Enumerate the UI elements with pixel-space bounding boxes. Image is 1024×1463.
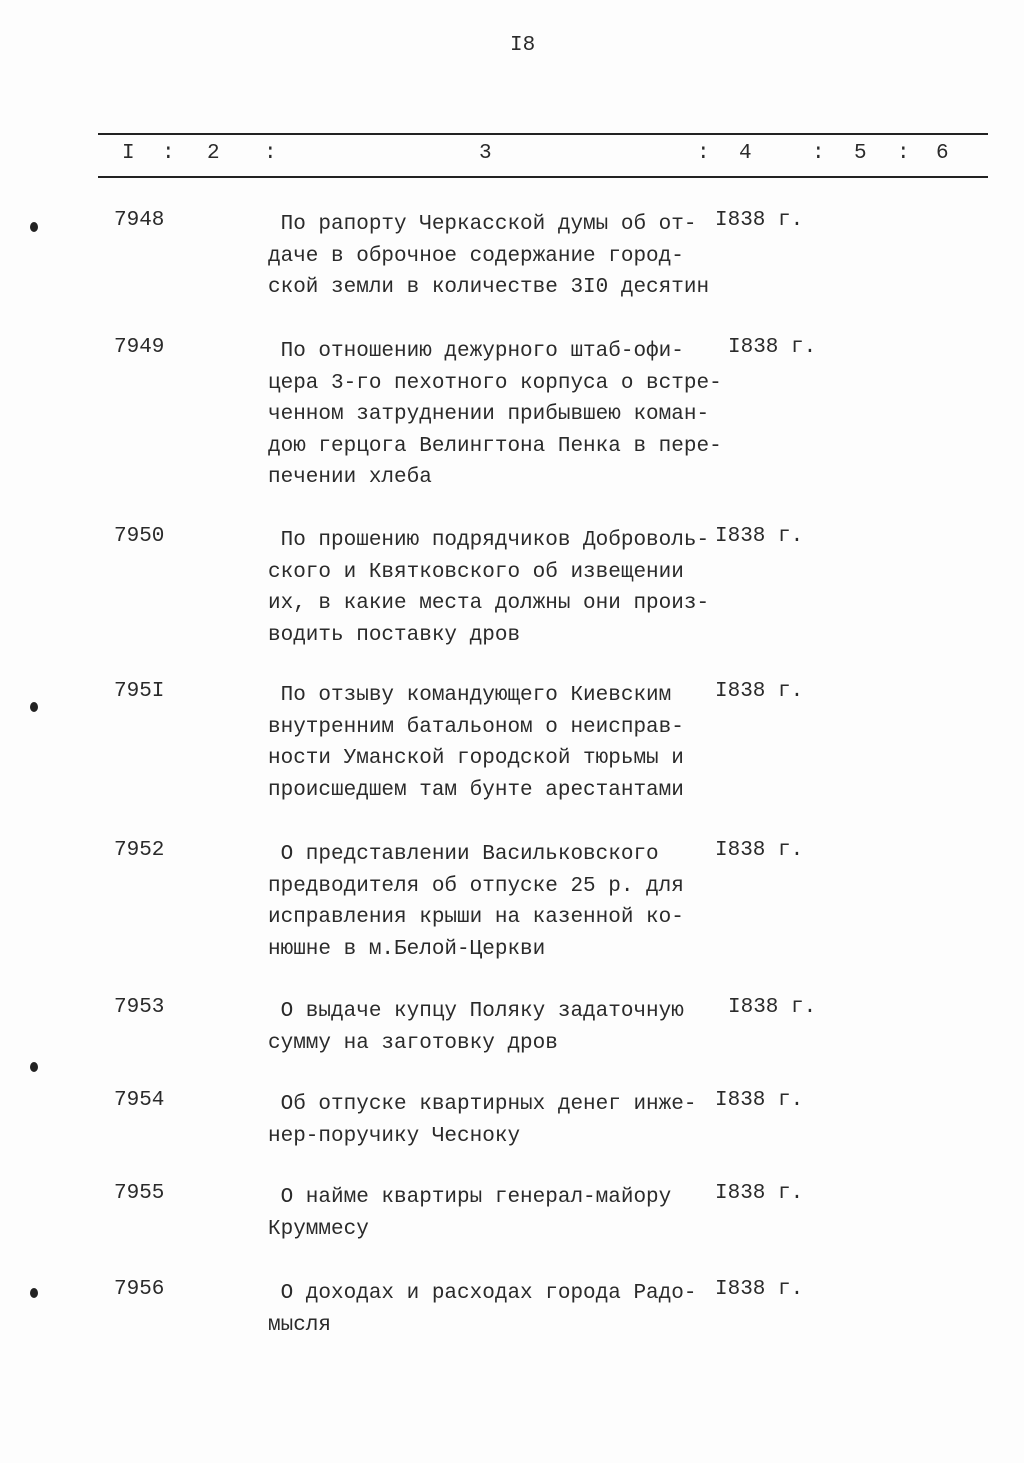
description-line: внутренним батальоном о неисправ- xyxy=(268,715,684,739)
description-line: нер-поручику Чесноку xyxy=(268,1124,521,1148)
description-line: цера 3-го пехотного корпуса о встре- xyxy=(268,371,722,395)
entry-description xyxy=(268,839,684,965)
description-line: По отзыву командующего Киевским xyxy=(268,684,672,707)
punch-hole-mark xyxy=(30,222,38,232)
description-line: водить поставку дров xyxy=(268,623,521,647)
description-line: происшедшем там бунте арестантами xyxy=(268,778,684,802)
entry-description xyxy=(268,680,684,806)
entry-year: I838 г. xyxy=(715,525,804,548)
entry-year: I838 г. xyxy=(728,996,817,1019)
description-line: дою герцога Велингтона Пенка в пере- xyxy=(268,434,722,458)
description-line: печении хлеба xyxy=(268,466,432,489)
entry-number: 795I xyxy=(114,680,165,703)
entry-description xyxy=(268,525,709,651)
column-1-label: I xyxy=(122,142,135,165)
description-line: О выдаче купцу Поляку задаточную xyxy=(268,1000,684,1023)
description-line: мысля xyxy=(268,1313,332,1337)
entry-number: 7954 xyxy=(114,1089,165,1112)
header-bottom-rule xyxy=(98,176,988,178)
entry-description xyxy=(268,336,722,494)
description-line: О найме квартиры генерал-майору xyxy=(268,1186,672,1209)
entry-number: 7948 xyxy=(114,209,165,232)
column-4-label: 4 xyxy=(739,142,752,165)
entry-description xyxy=(268,1278,696,1341)
entry-year: I838 г. xyxy=(728,336,817,359)
entry-description xyxy=(268,996,684,1059)
description-line: ности Уманской городской тюрьмы и xyxy=(268,747,684,770)
description-line: исправления крыши на казенной ко- xyxy=(268,906,684,929)
column-2-label: 2 xyxy=(207,142,220,165)
entry-number: 7949 xyxy=(114,336,165,359)
entry-year: I838 г. xyxy=(715,1089,804,1112)
column-separator: : xyxy=(897,142,910,165)
entry-description xyxy=(268,1182,671,1245)
entry-description xyxy=(268,209,709,304)
entry-number: 7952 xyxy=(114,839,165,862)
entry-year: I838 г. xyxy=(715,839,804,862)
description-line: По отношению дежурного штаб-офи- xyxy=(268,340,684,363)
column-separator: : xyxy=(264,142,277,165)
description-line: сумму на заготовку дров xyxy=(268,1031,558,1055)
description-line: По прошению подрядчиков Доброволь- xyxy=(268,529,710,552)
column-separator: : xyxy=(812,142,825,165)
page-number: I8 xyxy=(510,34,536,57)
description-line: Круммесу xyxy=(268,1217,369,1241)
entry-number: 7956 xyxy=(114,1278,165,1301)
entry-number: 7955 xyxy=(114,1182,165,1205)
description-line: нюшне в м.Белой-Церкви xyxy=(268,937,546,961)
description-line: ской земли в количестве 3I0 десятин xyxy=(268,276,710,299)
description-line: предводителя об отпуске 25 р. для xyxy=(268,874,684,898)
punch-hole-mark xyxy=(30,1288,38,1298)
entry-number: 7950 xyxy=(114,525,165,548)
column-5-label: 5 xyxy=(854,142,867,165)
column-separator: : xyxy=(697,142,710,165)
entry-year: I838 г. xyxy=(715,1278,804,1301)
header-top-rule xyxy=(98,133,988,135)
description-line: По рапорту Черкасской думы об от- xyxy=(268,213,697,236)
column-separator: : xyxy=(162,142,175,165)
description-line: их, в какие места должны они произ- xyxy=(268,592,710,615)
description-line: ского и Квятковского об извещении xyxy=(268,560,684,584)
entry-description xyxy=(268,1089,696,1152)
entry-year: I838 г. xyxy=(715,680,804,703)
description-line: даче в оброчное содержание город- xyxy=(268,244,684,268)
punch-hole-mark xyxy=(30,1062,38,1072)
entry-year: I838 г. xyxy=(715,1182,804,1205)
description-line: О доходах и расходах города Радо- xyxy=(268,1282,697,1305)
description-line: О представлении Васильковского xyxy=(268,843,659,866)
description-line: ченном затруднении прибывшею коман- xyxy=(268,403,710,426)
column-6-label: 6 xyxy=(936,142,949,165)
punch-hole-mark xyxy=(30,702,38,712)
column-3-label: 3 xyxy=(479,142,492,165)
description-line: Об отпуске квартирных денег инже- xyxy=(268,1093,697,1116)
entry-year: I838 г. xyxy=(715,209,804,232)
entry-number: 7953 xyxy=(114,996,165,1019)
